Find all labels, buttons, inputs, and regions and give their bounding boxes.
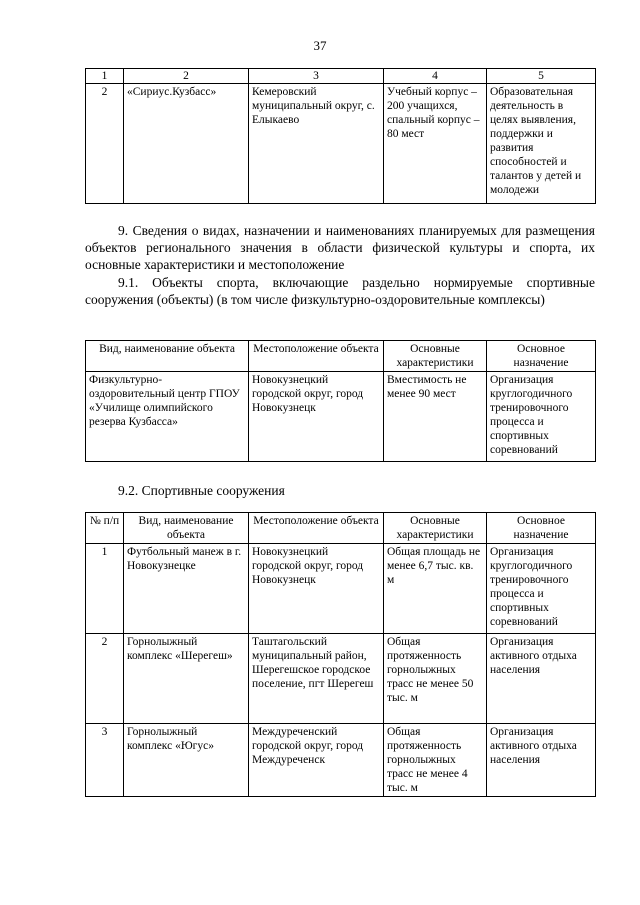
column-header: Основное назначение xyxy=(487,341,596,372)
object-location: Кемеровский муниципальный округ, с. Елыкаево xyxy=(249,84,384,204)
object-location: Таштагольский муниципальный район, Шерегешское городское поселение, пгт Шерегеш xyxy=(249,634,384,724)
column-number: 2 xyxy=(124,69,249,84)
table-header-row xyxy=(86,69,596,84)
object-name: Горнолыжный комплекс «Шерегеш» xyxy=(124,634,249,724)
column-number: 1 xyxy=(86,69,124,84)
column-header: № п/п xyxy=(86,513,124,544)
object-capacity: Учебный корпус – 200 учащихся, спальный корпус – 80 мест xyxy=(384,84,487,204)
object-name: «Сириус.Кузбасс» xyxy=(124,84,249,204)
section-9-1-heading: 9.1. Объекты спорта, включающие раздельно нормируемые спортивные сооружения (объекты) (в том числе физкультурно-оздоровительные комплексы) xyxy=(85,275,595,307)
column-header: Вид, наименование объекта xyxy=(124,513,249,544)
table-row xyxy=(86,544,596,634)
table-row xyxy=(86,84,596,204)
page-number: 37 xyxy=(313,38,327,53)
column-header: Местоположение объекта xyxy=(249,341,384,372)
column-header: Местоположение объекта xyxy=(249,513,384,544)
table-header-row xyxy=(86,513,596,544)
object-characteristics: Общая площадь не менее 6,7 тыс. кв. м xyxy=(384,544,487,634)
column-header: Основные характеристики xyxy=(384,513,487,544)
object-location: Новокузнецкий городской округ, город Новокузнецк xyxy=(249,544,384,634)
section-9-2-heading: 9.2. Спортивные сооружения xyxy=(118,483,285,498)
object-purpose: Образовательная деятельность в целях выявления, поддержки и развития способностей и талантов у детей и молодежи xyxy=(487,84,596,204)
object-purpose: Организация круглогодичного тренировочного процесса и спортивных соревнований xyxy=(487,372,596,462)
sport-objects-table xyxy=(85,340,596,462)
object-purpose: Организация активного отдыха населения xyxy=(487,724,596,797)
section-9-heading: 9. Сведения о видах, назначении и наименованиях планируемых для размещения объектов регионального значения в области физической культуры и спорта, их основные характеристики и местоположение xyxy=(85,223,595,272)
sport-facilities-table xyxy=(85,512,596,797)
object-location: Новокузнецкий городской округ, город Новокузнецк xyxy=(249,372,384,462)
object-characteristics: Общая протяженность горнолыжных трасс не менее 50 тыс. м xyxy=(384,634,487,724)
continuation-table xyxy=(85,68,596,204)
table-row xyxy=(86,724,596,797)
object-name: Футбольный манеж в г. Новокузнецке xyxy=(124,544,249,634)
object-purpose: Организация активного отдыха населения xyxy=(487,634,596,724)
object-name: Физкультурно-оздоровительный центр ГПОУ «Училище олимпийского резерва Кузбасса» xyxy=(86,372,249,462)
column-header: Основные характеристики xyxy=(384,341,487,372)
row-number: 2 xyxy=(86,84,124,204)
object-purpose: Организация круглогодичного тренировочного процесса и спортивных соревнований xyxy=(487,544,596,634)
object-location: Междуреченский городской округ, город Междуреченск xyxy=(249,724,384,797)
table-header-row xyxy=(86,341,596,372)
row-number: 2 xyxy=(86,634,124,724)
column-number: 3 xyxy=(249,69,384,84)
row-number: 1 xyxy=(86,544,124,634)
table-row xyxy=(86,372,596,462)
column-number: 5 xyxy=(487,69,596,84)
column-number: 4 xyxy=(384,69,487,84)
row-number: 3 xyxy=(86,724,124,797)
column-header: Основное назначение xyxy=(487,513,596,544)
object-characteristics: Общая протяженность горнолыжных трасс не менее 4 тыс. м xyxy=(384,724,487,797)
column-header: Вид, наименование объекта xyxy=(86,341,249,372)
table-row xyxy=(86,634,596,724)
object-name: Горнолыжный комплекс «Югус» xyxy=(124,724,249,797)
object-characteristics: Вместимость не менее 90 мест xyxy=(384,372,487,462)
